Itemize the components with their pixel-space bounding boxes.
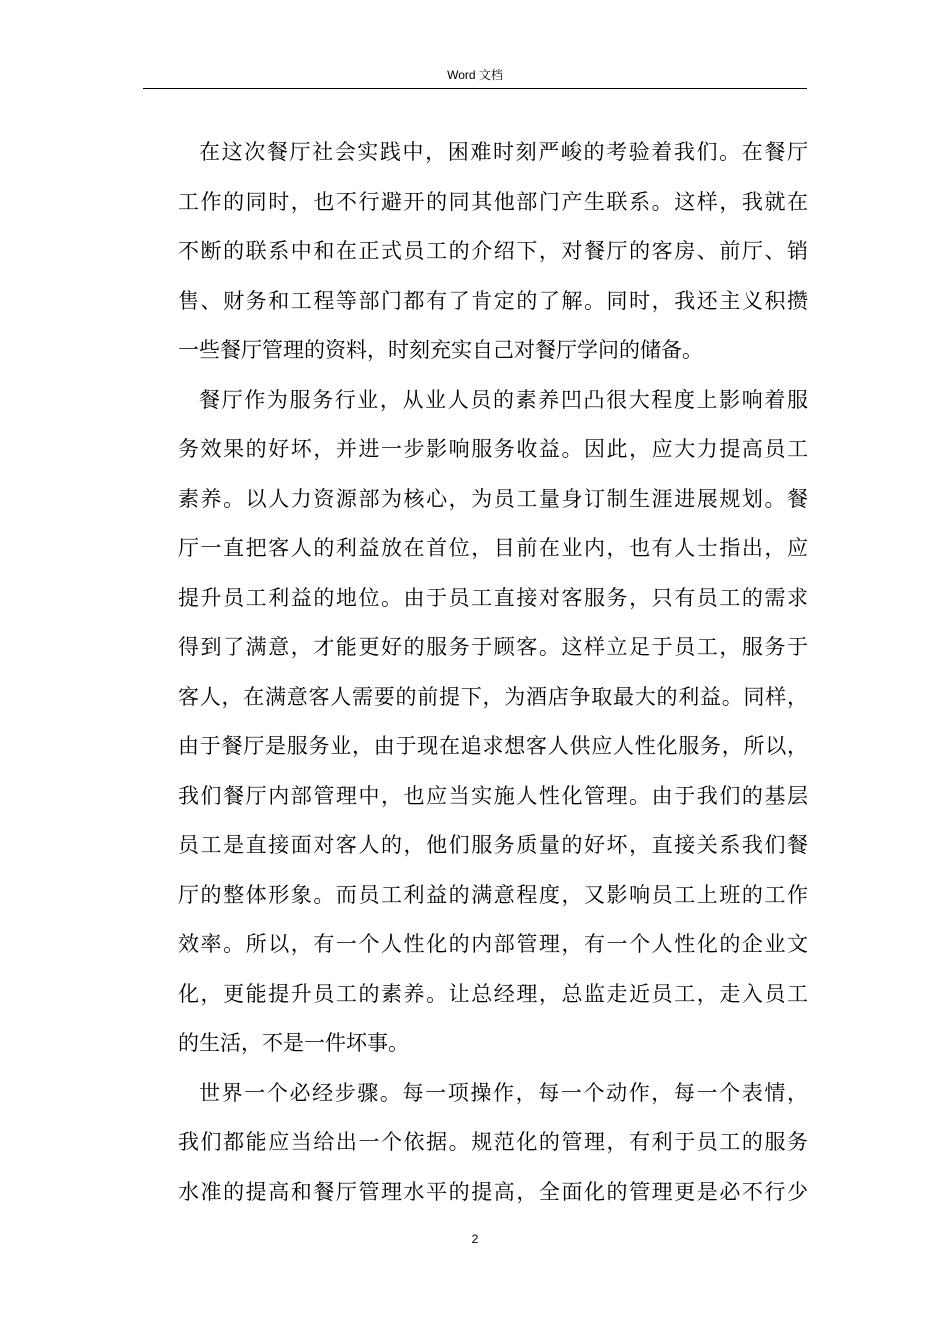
text-line: 务效果的好坏，并进一步影响服务收益。因此，应大力提高员工	[178, 437, 808, 461]
paragraph	[178, 376, 808, 1069]
text-line: 水准的提高和餐厅管理水平的提高，全面化的管理更是必不行少	[178, 1179, 808, 1204]
text-line: 售、财务和工程等部门都有了肯定的了解。同时，我还主义积攒	[178, 288, 808, 313]
text-line: 世界一个必经步骤。每一项操作，每一个动作，每一个表情，	[199, 1080, 808, 1105]
text-line: 的生活，不是一件坏事。	[178, 1031, 409, 1055]
text-line: 客人，在满意客人需要的前提下，为酒店争取最大的利益。同样，	[178, 684, 808, 709]
header-rule	[143, 88, 807, 89]
text-line: 一些餐厅管理的资料，时刻充实自己对餐厅学问的储备。	[178, 338, 703, 362]
text-line: 不断的联系中和在正式员工的介绍下，对餐厅的客房、前厅、销	[178, 239, 808, 263]
text-line: 厅的整体形象。而员工利益的满意程度，又影响员工上班的工作	[178, 882, 808, 907]
text-line: 我们餐厅内部管理中，也应当实施人性化管理。由于我们的基层	[178, 783, 808, 808]
page-header	[0, 67, 950, 83]
text-line: 厅一直把客人的利益放在首位，目前在业内，也有人士指出，应	[178, 536, 808, 560]
text-line: 提升员工利益的地位。由于员工直接对客服务，只有员工的需求	[178, 585, 808, 610]
page-number: 2	[471, 1232, 479, 1246]
text-line: 工作的同时，也不行避开的同其他部门产生联系。这样，我就在	[178, 189, 808, 214]
text-line: 我们都能应当给出一个依据。规范化的管理，有利于员工的服务	[178, 1130, 808, 1154]
text-line: 员工是直接面对客人的，他们服务质量的好坏，直接关系我们餐	[178, 833, 808, 857]
text-line: 由于餐厅是服务业，由于现在追求想客人供应人性化服务，所以，	[178, 734, 808, 758]
text-line: 效率。所以，有一个人性化的内部管理，有一个人性化的企业文	[178, 932, 808, 956]
text-line: 化，更能提升员工的素养。让总经理，总监走近员工，走入员工	[178, 981, 808, 1006]
text-line: 素养。以人力资源部为核心，为员工量身订制生涯进展规划。餐	[178, 486, 808, 511]
paragraph	[178, 128, 808, 376]
header-title: Word 文档	[447, 68, 503, 82]
text-line: 在这次餐厅社会实践中，困难时刻严峻的考验着我们。在餐厅	[199, 140, 808, 164]
text-line: 得到了满意，才能更好的服务于顾客。这样立足于员工，服务于	[178, 635, 808, 659]
document-body	[178, 128, 808, 1217]
page-footer	[0, 1231, 950, 1247]
text-line: 餐厅作为服务行业，从业人员的素养凹凸很大程度上影响着服	[199, 387, 808, 412]
paragraph	[178, 1069, 808, 1218]
